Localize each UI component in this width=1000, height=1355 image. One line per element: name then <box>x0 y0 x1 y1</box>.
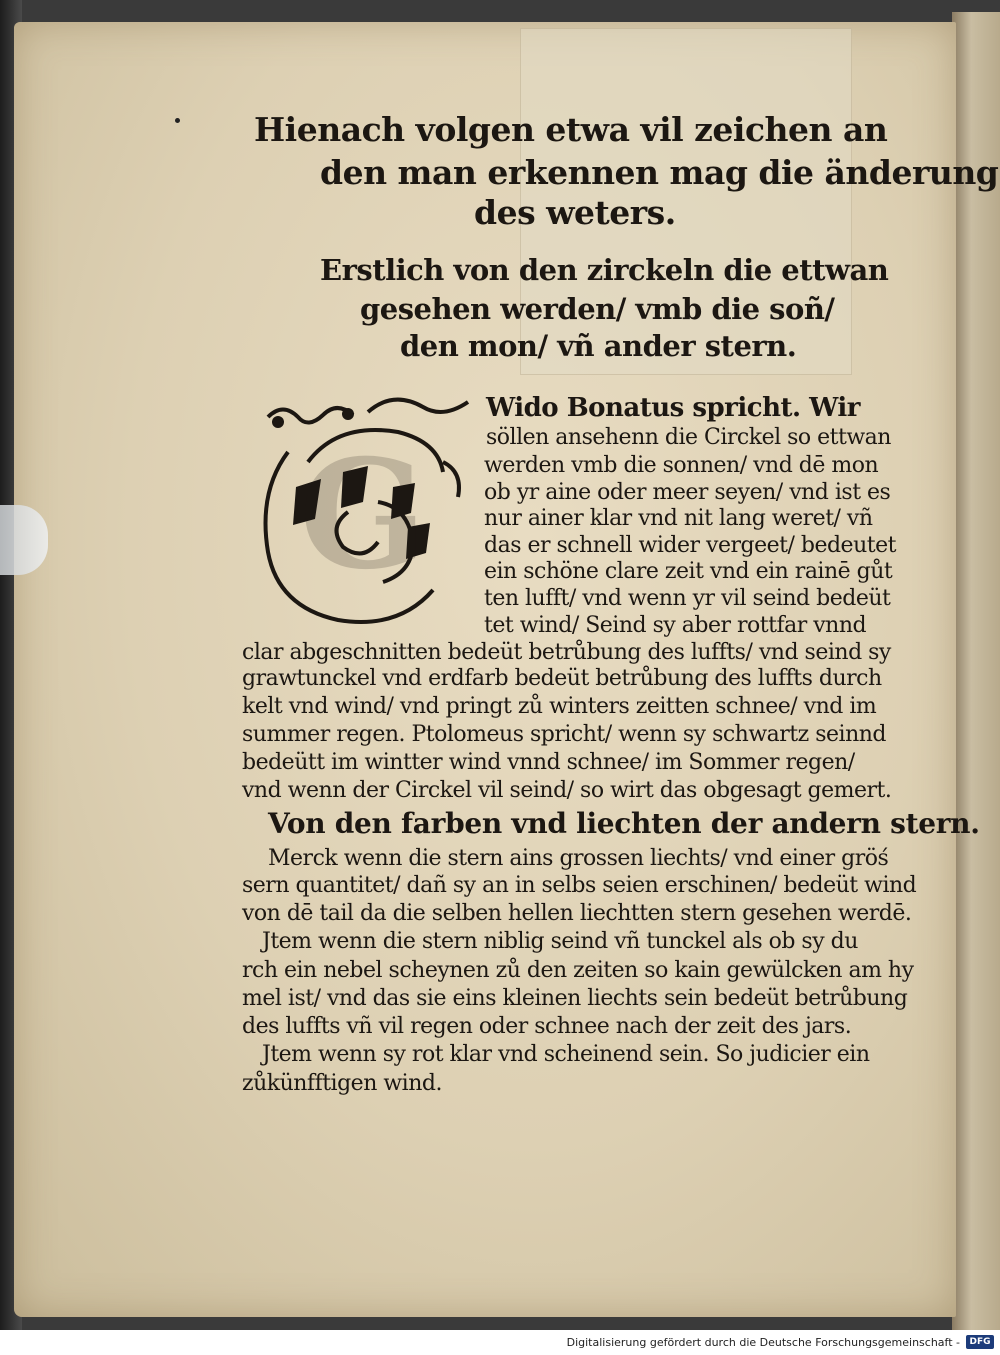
subtitle-line-3: den mon/ vñ ander stern. <box>400 329 797 363</box>
subtitle-line-2: gesehen werden/ vmb die soñ/ <box>360 292 835 326</box>
paragraph2-line-1: Merck wenn die stern ains grossen liechts/ vnd einer gröś <box>268 846 889 871</box>
margin-mark <box>175 118 180 123</box>
paragraph1-line-10: clar abgeschnitten bedeüt betrůbung des luffts/ vnd seind sy <box>242 640 891 665</box>
paragraph1-line-7: ein schöne clare zeit vnd ein rainē gůt <box>484 559 893 584</box>
paragraph1-line-6: das er schnell wider vergeet/ bedeutet <box>484 533 896 558</box>
subtitle-line-1: Erstlich von den zirckeln die ettwan <box>320 253 889 287</box>
footer-credit-text: Digitalisierung gefördert durch die Deutsche Forschungsgemeinschaft - <box>566 1336 960 1349</box>
footer-bar <box>0 1330 1000 1355</box>
paragraph1-line-11: grawtunckel vnd erdfarb bedeüt betrůbung des luffts durch <box>242 666 882 691</box>
title-line-3: des weters. <box>474 193 676 232</box>
paragraph2-line-4: Jtem wenn die stern niblig seind vñ tunckel als ob sy du <box>262 929 858 954</box>
paragraph2-line-6: mel ist/ vnd das sie eins kleinen liechts sein bedeüt betrůbung <box>242 986 908 1011</box>
paragraph1-line-9: tet wind/ Seind sy aber rottfar vnnd <box>484 613 867 638</box>
paragraph1-line-2: söllen ansehenn die Circkel so ettwan <box>486 425 891 450</box>
title-line-2: den man erkennen mag die änderung <box>320 153 999 192</box>
paragraph2-line-5: rch ein nebel scheynen zů den zeiten so kain gewülcken am hy <box>242 958 914 983</box>
initial-letter-glyph: G <box>298 427 428 603</box>
decorated-initial-letter <box>248 392 478 627</box>
dfg-logo[interactable]: DFG <box>966 1335 994 1349</box>
paragraph1-line-13: summer regen. Ptolomeus spricht/ wenn sy schwartz seinnd <box>242 722 886 747</box>
paragraph2-line-8: Jtem wenn sy rot klar vnd scheinend sein. So judicier ein <box>262 1042 870 1067</box>
adjacent-page-edge <box>952 12 1000 1330</box>
title-line-1: Hienach volgen etwa vil zeichen an <box>254 110 888 149</box>
paragraph1-line-3: werden vmb die sonnen/ vnd dē mon <box>484 453 879 478</box>
paragraph2-line-2: sern quantitet/ dañ sy an in selbs seien erschinen/ bedeüt wind <box>242 873 917 898</box>
paragraph2-line-9: zůkünfftigen wind. <box>242 1071 442 1096</box>
clip-tab <box>0 505 48 575</box>
paragraph1-line-8: ten lufft/ vnd wenn yr vil seind bedeüt <box>484 586 891 611</box>
paragraph2-line-7: des luffts vñ vil regen oder schnee nach der zeit des jars. <box>242 1014 852 1039</box>
paragraph1-line-15: vnd wenn der Circkel vil seind/ so wirt das obgesagt gemert. <box>242 778 892 803</box>
paragraph1-line-1: Wido Bonatus spricht. Wir <box>486 393 860 423</box>
paragraph1-line-4: ob yr aine oder meer seyen/ vnd ist es <box>484 480 891 505</box>
paragraph1-line-12: kelt vnd wind/ vnd pringt zů winters zeitten schnee/ vnd im <box>242 694 877 719</box>
paragraph2-line-3: von dē tail da die selben hellen liechtten stern gesehen werdē. <box>242 901 912 926</box>
paragraph1-line-5: nur ainer klar vnd nit lang weret/ vñ <box>484 506 873 531</box>
paragraph1-line-14: bedeütt im wintter wind vnnd schnee/ im Sommer regen/ <box>242 750 855 775</box>
section-heading: Von den farben vnd liechten der andern stern. <box>268 807 980 840</box>
